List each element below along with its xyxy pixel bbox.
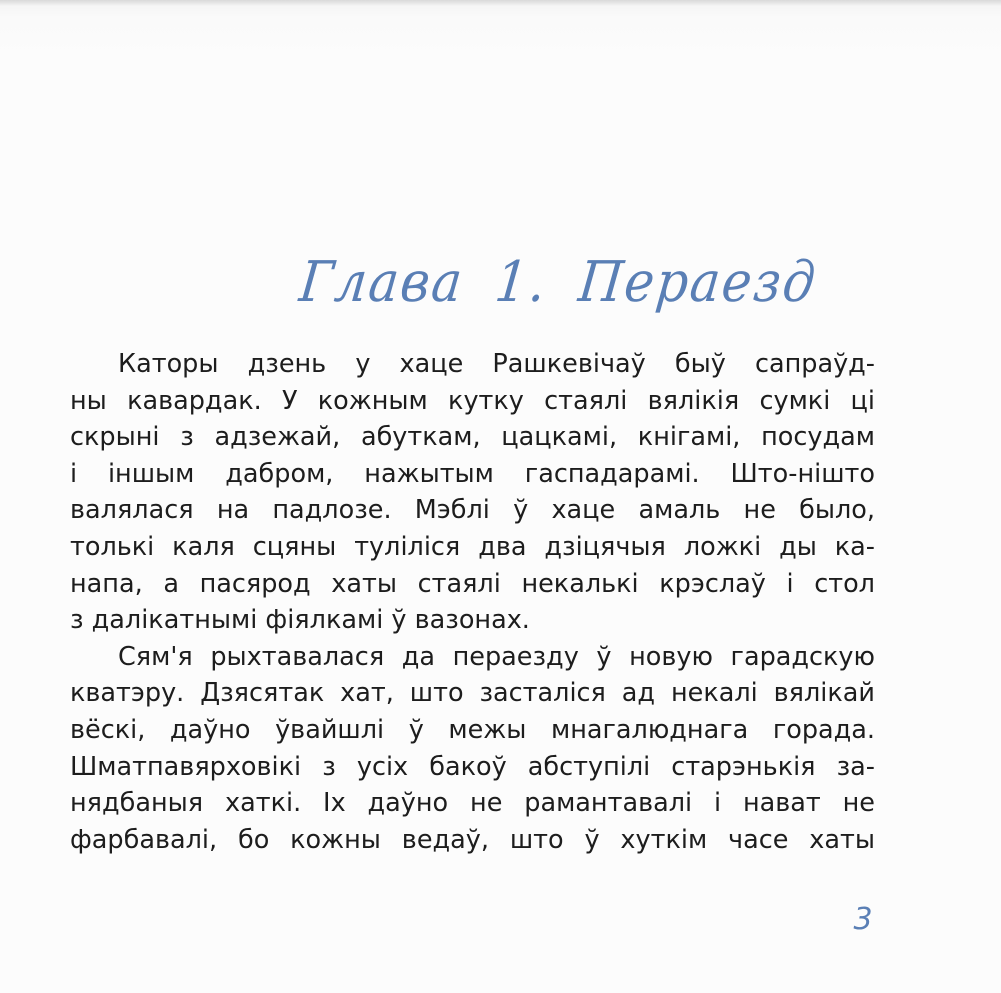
chapter-title: Глава 1. Пераезд <box>296 249 821 315</box>
text-line: нядбаныя хаткі. Іх даўно не рамантавалі і нават не <box>70 788 875 819</box>
text-line: валялася на падлозе. Мэблі ў хаце амаль не было, <box>70 495 875 526</box>
text-line: напа, а пасярод хаты стаялі некалькі крэслаў і стол <box>70 568 875 599</box>
text-line: Шматпавярховікі з усіх бакоў абступілі старэнькія за- <box>70 751 875 782</box>
text-line: ны кавардак. У кожным кутку стаялі вялікія сумкі ці <box>70 385 875 416</box>
text-line: фарбавалі, бо кожны ведаў, што ў хуткім часе хаты <box>70 824 875 855</box>
text-line: і іншым дабром, нажытым гаспадарамі. Што-нішто <box>70 458 875 489</box>
text-line: з далікатнымі фіялкамі ў вазонах. <box>70 605 530 636</box>
text-line: вёскі, даўно ўвайшлі ў межы мнагалюднага горада. <box>70 714 875 745</box>
page-top-edge <box>0 0 1001 6</box>
text-line: толькі каля сцяны туліліся два дзіцячыя ложкі ды ка- <box>70 531 875 562</box>
body-text <box>70 346 875 858</box>
text-line: Сям'я рыхтавалася да пераезду ў новую гарадскую <box>118 641 875 672</box>
text-line: Каторы дзень у хаце Рашкевічаў быў сапраўд- <box>118 349 875 379</box>
page-number: 3 <box>853 902 873 937</box>
text-line: кватэру. Дзясятак хат, што засталіся ад некалі вялікай <box>70 678 875 709</box>
text-line: скрыні з адзежай, абуткам, цацкамі, кнігамі, посудам <box>70 422 875 453</box>
